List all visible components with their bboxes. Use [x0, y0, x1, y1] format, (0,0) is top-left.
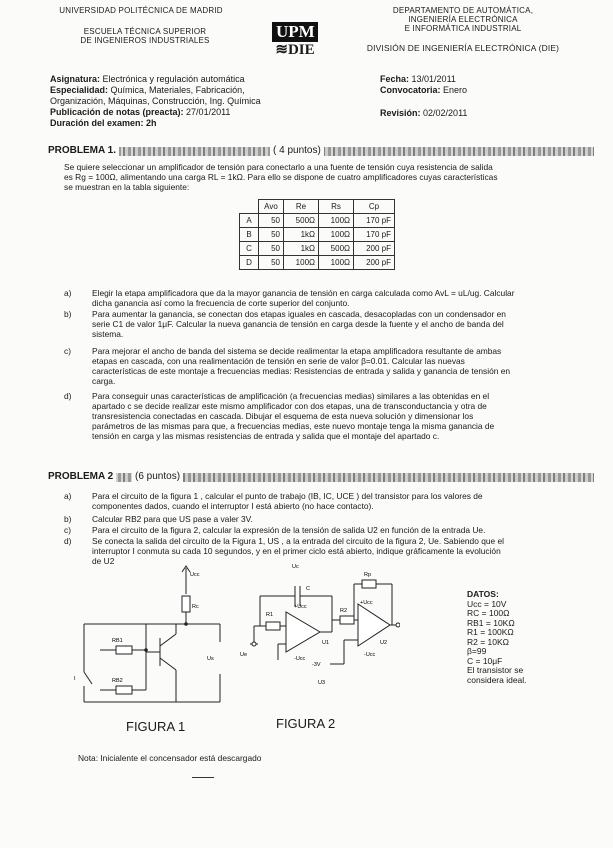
vp2-label: +Ucc — [360, 600, 373, 606]
revision: 02/02/2011 — [423, 108, 468, 118]
figura2-circuit — [240, 560, 400, 690]
u1-label: U1 — [322, 640, 330, 646]
ue-terminal — [252, 642, 256, 646]
rb1-label: RB1 — [112, 638, 123, 644]
problema1-title: PROBLEMA 1. — [48, 145, 119, 157]
c-label: C — [306, 586, 310, 592]
problema2-item-a: a) Para el circuito de la figura 1 , calcular el punto de trabajo (IB, IC, UCE ) del transistor para los valores de componentes dados, cuando el interruptor I está abierto (no hace contacto). — [64, 491, 483, 511]
problema2-title: PROBLEMA 2 — [48, 471, 116, 483]
node-dot — [184, 622, 188, 626]
problema1-intro: Se quiere seleccionar un amplificador de tensión para conectarlo a una fuente de tensión cuya resistencia de salida es Rg = 100Ω, alimentando una carga RL = 1kΩ. Para ello se dispone de cuatro amplificadores cuyas características se muestran en la tabla siguiente: — [64, 162, 498, 192]
divider — [192, 777, 214, 778]
problema2-item-c: c) Para el circuito de la figura 2, calcular la expresión de la tensión de salida U2 en función de la entrada Ue. — [64, 525, 486, 535]
r2-label: R2 — [340, 608, 348, 614]
table-header-row: Avo Re Rs Cp — [240, 200, 395, 214]
datos-block — [467, 590, 547, 685]
us-label: Us — [207, 656, 214, 662]
dato-item: Ucc = 10V — [467, 598, 507, 609]
problema1-item-c: c) Para mejorar el ancho de banda del sistema se decide realimentar la etapa amplificadora resultante de ambas etapas en cascada, con una realimentación de tensión en serie de valor β=0.01. Calcular las nuevas características de este montaje a frecuencias medias: Resistencias de entrada y salida y ganancia de tensión en carga. — [64, 346, 511, 386]
figura2-caption: FIGURA 2 — [276, 716, 336, 731]
rb2-label: RB2 — [112, 678, 123, 684]
fecha: 13/01/2011 — [411, 74, 456, 84]
rp-label: Rp — [364, 572, 372, 578]
figura1-caption: FIGURA 1 — [126, 719, 186, 734]
figura1-circuit — [70, 562, 230, 712]
problema1-item-a: a) Elegir la etapa amplificadora que da la mayor ganancia de tensión en carga calculada como AvL = uL/ug. Calcular dicha ganancia así como la frecuencia de corte superior del conjunto. — [64, 288, 515, 308]
vp-label: +Ucc — [294, 604, 307, 610]
vn2-label: -Ucc — [364, 652, 376, 658]
table-row: B 50 1kΩ 100Ω 170 pF — [240, 228, 395, 242]
u2-terminal — [396, 623, 400, 627]
asignatura: Electrónica y regulación automática — [102, 74, 245, 84]
ucc-label: Ucc — [190, 572, 200, 578]
datos-title: DATOS: — [467, 589, 499, 599]
problema1-points: ( 4 puntos) — [270, 145, 324, 157]
u2-label: U2 — [380, 640, 388, 646]
exam-info-left: Asignatura: Electrónica y regulación automática Especialidad: Química, Materiales, Fabricación, Organización, Máquinas, Construcción, Ing. Química Publicación de notas (preacta): 27/01/2011 Duración del examen: 2h — [50, 74, 261, 128]
university-name: UNIVERSIDAD POLITÉCNICA DE MADRID — [59, 6, 223, 15]
die-logo: DIE — [287, 42, 315, 58]
u3-label: U3 — [318, 680, 326, 686]
dato-item: R2 = 10KΩ — [467, 636, 510, 647]
problema2-points: (6 puntos) — [132, 471, 183, 483]
dato-item: R1 = 100KΩ — [467, 627, 514, 637]
switch-i-label: I — [74, 676, 76, 682]
division-name: DIVISIÓN DE INGENIERÍA ELECTRÓNICA (DIE) — [366, 43, 560, 53]
problema1-item-b: b) Para aumentar la ganancia, se conectan dos etapas iguales en cascada, desacopladas con un condensador en serie C1 de valor 1μF. Calcular la nueva ganancia de tensión en carga desde la fuente y el ancho de banda del sistema. — [64, 309, 506, 339]
node-dot — [144, 648, 148, 652]
table-row: C 50 1kΩ 500Ω 200 pF — [240, 242, 395, 256]
especialidad: Química, Materiales, Fabricación, — [110, 85, 245, 95]
table-row: A 50 500Ω 100Ω 170 pF — [240, 214, 395, 228]
table-row: D 50 100Ω 100Ω 200 pF — [240, 256, 395, 270]
r1-label: R1 — [266, 612, 274, 618]
nota: Nota: Inicialente el concensador está descargado — [78, 753, 262, 763]
exam-info-right: Fecha: 13/01/2011 Convocatoria: Enero Revisión: 02/02/2011 — [380, 74, 468, 118]
dato-item: β=99 — [467, 646, 487, 656]
dato-item: El transistor se — [467, 665, 524, 675]
duracion: Duración del examen: 2h — [50, 118, 157, 128]
upm-logo: UPM — [272, 22, 318, 42]
ue-label: Ue — [240, 652, 248, 658]
section-shade — [108, 147, 594, 156]
upm-die-logo: UPM ≋DIE — [272, 22, 318, 58]
dato-item: RC = 100Ω — [467, 608, 510, 618]
dato-item: RB1 = 10KΩ — [467, 617, 515, 628]
problema2-item-b: b) Calcular RB2 para que US pase a valer 3V. — [64, 514, 253, 524]
convocatoria: Enero — [443, 85, 468, 95]
problema2-item-d: d) Se conecta la salida del circuito de la Figura 1, US , a la entrada del circuito de la figura 2, Ue. Sabiendo que el interruptor I conmuta su cada 10 segundos, y en el primer ciclo está abierto, indique gráficamente la evolución de U2 — [64, 536, 505, 566]
school-name: ESCUELA TÉCNICA SUPERIOR DE INGENIEROS INDUSTRIALES — [80, 27, 210, 45]
department-name: DEPARTAMENTO DE AUTOMÁTICA, INGENIERÍA ELECTRÓNICA E INFORMÁTICA INDUSTRIAL — [392, 6, 534, 33]
dato-item: C = 10μF — [467, 655, 503, 666]
dato-item: considera ideal. — [467, 674, 527, 685]
problema1-item-d: d) Para conseguir unas características de amplificación (a frecuencias medias) similares a las obtenidas en el apartado c se decide realizar este mismo amplificador con dos etapas, una de transconductancia y otra de transresistencia conectadas en cascada. Dibujar el esquema de esta nueva solución y dimensionar los parámetros de las mismas para que, a frecuencias medias, este nuevo montaje tenga la misma ganancia de tensión en carga y las mismas resistencias de entrada y salida que el montaje del apartado c. — [64, 391, 495, 441]
publicacion: 27/01/2011 — [186, 107, 231, 117]
m3v-label: -3V — [312, 662, 321, 668]
amplifier-table — [239, 199, 395, 270]
vn-label: -Ucc — [294, 656, 306, 662]
rc-label: Rc — [192, 604, 199, 610]
uc-label: Uc — [292, 564, 299, 570]
